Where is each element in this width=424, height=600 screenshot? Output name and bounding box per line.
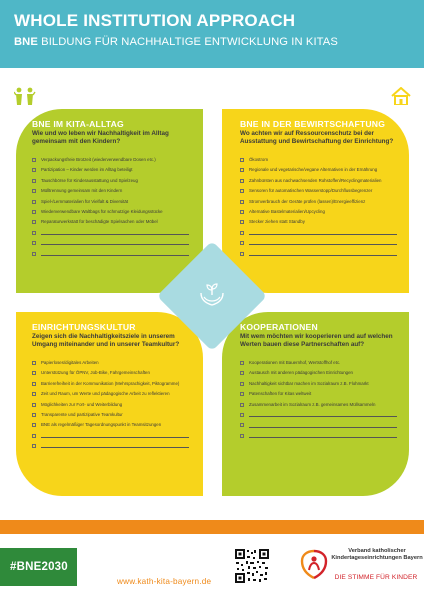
checklist-item [240,368,397,378]
checklist-item [240,186,397,196]
section-question: Mit wem möchten wir kooperieren und auf welchen Werten bauen diese Partnerschaften auf? [240,333,393,348]
checkbox[interactable] [240,210,244,214]
checklist-item [240,400,397,410]
checklist [32,358,191,452]
checkbox[interactable] [32,403,36,407]
write-in-line[interactable] [249,416,397,417]
checklist-item [240,389,397,399]
checkbox[interactable] [240,403,244,407]
people-icon [14,87,36,105]
checklist-item-text: Stromverbrauch der Geräte prüfen (lassen)/Energieeffizienz [249,198,366,204]
checkbox[interactable] [240,179,244,183]
subtitle-text: BILDUNG FÜR NACHHALTIGE ENTWICKLUNG IN KITAS [37,36,338,48]
section-kita-alltag [16,109,203,293]
checklist-item [32,420,191,430]
section-title: BNE IN DER BEWIRTSCHAFTUNG [240,119,386,129]
checkbox[interactable] [32,241,36,245]
checklist-item [32,389,191,399]
checklist-blank-item [240,410,397,420]
checklist-item-text: Nachhaltigkeit sichtbar machen im Sozialraum z.B. Flohmarkt [249,380,369,386]
house-icon [390,87,412,105]
checklist-item-text: Zeit und Raum, um Werte und pädagogische Arbeit zu reflektieren [41,391,170,397]
checkbox[interactable] [32,382,36,386]
checklist-item [240,217,397,227]
checklist-item [32,400,191,410]
org-logo-icon [300,548,328,580]
checklist-blank-item [32,431,191,441]
section-einrichtungskultur [16,312,203,496]
checklist-blank-item [32,228,191,238]
checkbox[interactable] [240,371,244,375]
checkbox[interactable] [32,210,36,214]
checkbox[interactable] [32,434,36,438]
checklist [240,358,397,441]
bne-badge: #BNE2030 [0,548,77,586]
checklist-item-text: Unterstützung für ÖPNV, Job-Bike, Fahrgemeinschaften [41,370,150,376]
checklist-item [32,368,191,378]
checklist-item-text: Transparente und partizipative Teamkultur [41,411,123,417]
checkbox[interactable] [240,189,244,193]
write-in-line[interactable] [41,244,189,245]
write-in-line[interactable] [41,447,189,448]
checkbox[interactable] [240,231,244,235]
checklist-blank-item [32,441,191,451]
checklist-item [32,358,191,368]
checkbox[interactable] [32,179,36,183]
write-in-line[interactable] [249,244,397,245]
checklist-item-text: Verpackungsfreie Brotzeit (wiederverwendbare Dosen etc.) [41,156,156,162]
checklist-item-text: Zusammenarbeit im Sozialraum z.B. gemeinsames Müllsammeln [249,401,376,407]
checkbox[interactable] [240,361,244,365]
checklist-item [240,207,397,217]
checkbox[interactable] [240,252,244,256]
checklist-item-text: Möglichkeiten zur Fort- und Weiterbildung [41,401,123,407]
checkbox[interactable] [240,392,244,396]
section-title: KOOPERATIONEN [240,322,318,332]
checklist [32,155,191,259]
checklist-item-text: Kooperationen mit Bauernhof, Wertstoffhof etc. [249,359,341,365]
page-title: WHOLE INSTITUTION APPROACH [14,11,296,30]
header [0,0,424,68]
checklist-item [32,165,191,175]
checklist [240,155,397,259]
section-question: Zeigen sich die Nachhaltigkeitsziele in unserem Umgang miteinander und in unserer Teamkultur? [32,333,180,348]
checkbox[interactable] [32,413,36,417]
checklist-blank-item [32,238,191,248]
checklist-item [240,197,397,207]
checkbox[interactable] [240,434,244,438]
checklist-item-text: BNE als regelmäßiger Tagesordnungspunkt in Teamsitzungen [41,422,162,428]
checklist-item [32,379,191,389]
org-name: Verband katholischer Kindertageseinrichtungen Bayern [331,548,423,561]
checkbox[interactable] [240,158,244,162]
checkbox[interactable] [240,220,244,224]
write-in-line[interactable] [249,427,397,428]
write-in-line[interactable] [41,437,189,438]
checkbox[interactable] [240,423,244,427]
section-bewirtschaftung [222,109,409,293]
checklist-item [32,186,191,196]
checkbox[interactable] [32,444,36,448]
checkbox[interactable] [32,252,36,256]
checkbox[interactable] [240,413,244,417]
checkbox[interactable] [32,200,36,204]
checklist-item [240,358,397,368]
org-slogan: DIE STIMME FÜR KINDER [334,574,418,581]
checklist-item-text: Stecker ziehen statt Standby [249,219,305,225]
qr-code [234,548,270,584]
checklist-item-text: Barrierefreiheit in der Kommunikation (Mehrsprachigkeit, Piktogramme) [41,380,180,386]
checklist-blank-item [32,249,191,259]
checklist-item-text: Regionale und vegetarische/vegane Alternativen in der Ernährung [249,167,378,173]
checkbox[interactable] [32,361,36,365]
checkbox[interactable] [32,371,36,375]
checklist-item-text: Zahnbürsten aus nachwachsenden Rohstoffen/Recyclingmaterialien [249,177,382,183]
checklist-item-text: Wiederverwendbare Waltbags für schmutzige Kleidungsstücke [41,208,163,214]
write-in-line[interactable] [249,437,397,438]
footer-url-link[interactable]: www.kath-kita-bayern.de [117,577,212,586]
checkbox[interactable] [32,392,36,396]
checklist-blank-item [240,249,397,259]
checklist-item [32,217,191,227]
section-kooperationen [222,312,409,496]
checklist-item-text: Partizipation – Kinder werden im Alltag beteiligt [41,167,133,173]
write-in-line[interactable] [41,255,189,256]
checklist-item [240,165,397,175]
checkbox[interactable] [32,189,36,193]
checkbox[interactable] [32,220,36,224]
checkbox[interactable] [240,168,244,172]
checklist-item-text: Austausch mit anderen pädagogischen Einrichtungen [249,370,353,376]
write-in-line[interactable] [249,234,397,235]
checklist-item [32,410,191,420]
checklist-blank-item [240,238,397,248]
checklist-item [32,155,191,165]
checkbox[interactable] [32,423,36,427]
checklist-item-text: Reparaturwerkstatt für beschädigte Spielsachen oder Möbel [41,219,158,225]
checkbox[interactable] [32,168,36,172]
checklist-item-text: Patenschaften für Kitas weltweit [249,391,312,397]
checklist-item-text: Mülltrennung gemeinsam mit den Kindern [41,188,123,194]
checklist-item [240,176,397,186]
checklist-item-text: Ökostrom [249,156,269,162]
checkbox[interactable] [240,200,244,204]
checklist-item-text: Tauschbörse für Kinderausstattung und Spielzeug [41,177,138,183]
checklist-item [32,176,191,186]
checklist-item [240,155,397,165]
checklist-item-text: Spiel-/Lernmaterialien für Vielfalt & Diversität [41,198,129,204]
hands-plant-icon [196,279,228,311]
checklist-blank-item [240,431,397,441]
section-title: BNE IM KITA-ALLTAG [32,119,124,129]
checklist-item [32,207,191,217]
checkbox[interactable] [240,382,244,386]
section-question: Wie und wo leben wir Nachhaltigkeit im Alltag gemeinsam mit den Kindern? [32,130,169,145]
checklist-blank-item [240,420,397,430]
write-in-line[interactable] [249,255,397,256]
footer-band [0,520,424,534]
checklist-item-text: Papierloses/digitales Arbeiten [41,359,99,365]
checklist-item-text: Sensoren für automatischen Wasserstopp/Durchflussbegrenzer [249,188,373,194]
subtitle-acronym: BNE [14,36,38,48]
checkbox[interactable] [32,231,36,235]
checklist-item [32,197,191,207]
write-in-line[interactable] [41,234,189,235]
checklist-blank-item [240,228,397,238]
checkbox[interactable] [32,158,36,162]
checkbox[interactable] [240,241,244,245]
checklist-item-text: Alternative Bastelmaterialien/Upcycling [249,208,325,214]
section-question: Wo achten wir auf Ressourcenschutz bei der Ausstattung und Bewirtschaftung der Einrichtung? [240,130,394,145]
section-title: EINRICHTUNGSKULTUR [32,322,136,332]
checklist-item [240,379,397,389]
page-subtitle [14,34,424,50]
